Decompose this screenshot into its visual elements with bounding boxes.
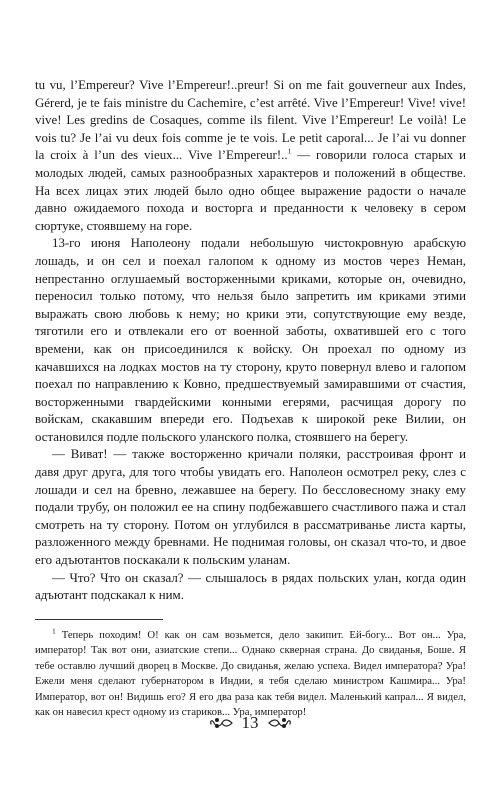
left-ornament-icon bbox=[208, 716, 234, 730]
footnote-marker: 1 bbox=[52, 626, 56, 636]
paragraph-1: tu vu, l’Empereur? Vive l’Empereur!..preur! Si on me fait gouverneur aux Indes, Gérerd, je te fais ministre du Cachemire, c’est arrêté. Vive l’Empereur! Vive! vive! vive! Les gredins de Cosaques, comme ils filent. Vive l’Empereur! Le voilà! Le vois tu? Je l’ai vu deux fois comme je te vois. Le petit caporal... Je l’ai vu donner la croix à l’un des vieux... Vive l’Empereur!..$^1$ — говорили голоса старых и молодых людей, самых разнообразных характеров и положений в обществе. На всех лицах этих людей было одно общее выражение радости о начале давно ожидаемого похода и восторга и преданности к человеку в сером сюртуке, стоявшему на горе. bbox=[35, 78, 466, 233]
footnote bbox=[35, 628, 466, 721]
main-text bbox=[35, 77, 466, 605]
paragraph-4: — Что? Что он сказал? — слышалось в рядах польских улан, когда один адъютант подскакал к ним. bbox=[35, 570, 466, 603]
page-number: 13 bbox=[241, 713, 259, 732]
paragraph-3: — Виват! — также восторженно кричали поляки, расстроивая фронт и давя друг друга, для того чтобы увидать его. Наполеон осмотрел реку, слез с лошади и сел на бревно, лежавшее на берегу. По бессловесному знаку ему подали трубу, он положил ее на спину подбежавшего счастливого пажа и стал смотреть на ту сторону. Потом он углубился в рассматриванье листа карты, разложенного между бревнами. Не поднимая головы, он сказал что-то, и двое его адъютантов поскакали к польским уланам. bbox=[35, 447, 466, 568]
footnote-text: $^1$ Теперь походим! О! как он сам возьмется, дело закипит. Ей-богу... Вот он... Ура, император! Так вот они, азиатские степи... Однако скверная страна. До свиданья, Боше. Я тебе оставлю лучший дворец в Москве. До свиданья, желаю успеха. Видел императора? Ура! Ежели меня сделают губернатором в Индии, я тебя сделаю министром Кашмира... Ура! Император, вот он! Видишь его? Я его два раза как тебя видел. Маленький капрал... Я видел, как он навесил крест одному из стариков... Ура, император! bbox=[35, 626, 466, 719]
footnote-ref[interactable]: 1 bbox=[287, 147, 292, 157]
paragraph-2: 13-го июня Наполеону подали небольшую чистокровную арабскую лошадь, и он сел и поехал галопом к одному из мостов через Неман, непрестанно оглушаемый восторженными криками, которые он, очевидно, переносил только потому, что нельзя было запретить им криками этими выражать свою любовь к нему; но крики эти, сопутствующие ему везде, тяготили его и отвлекали его от военной заботы, охватившей его с того времени, как он присоединился к войску. Он проехал по одному из качавшихся на лодках мостов на ту сторону, круто повернул влево и галопом поехал по направлению к Ковно, предшествуемый замиравшими от счастия, восторженными гвардейскими конными егерями, расчищая дорогу по войскам, скакавшим впереди его. Подъехав к широкой реке Вилии, он остановился подле польского уланского полка, стоявшего на берегу. bbox=[35, 236, 466, 444]
right-ornament-icon bbox=[267, 716, 293, 730]
page-folio bbox=[0, 714, 500, 732]
footnote-divider bbox=[35, 619, 163, 620]
